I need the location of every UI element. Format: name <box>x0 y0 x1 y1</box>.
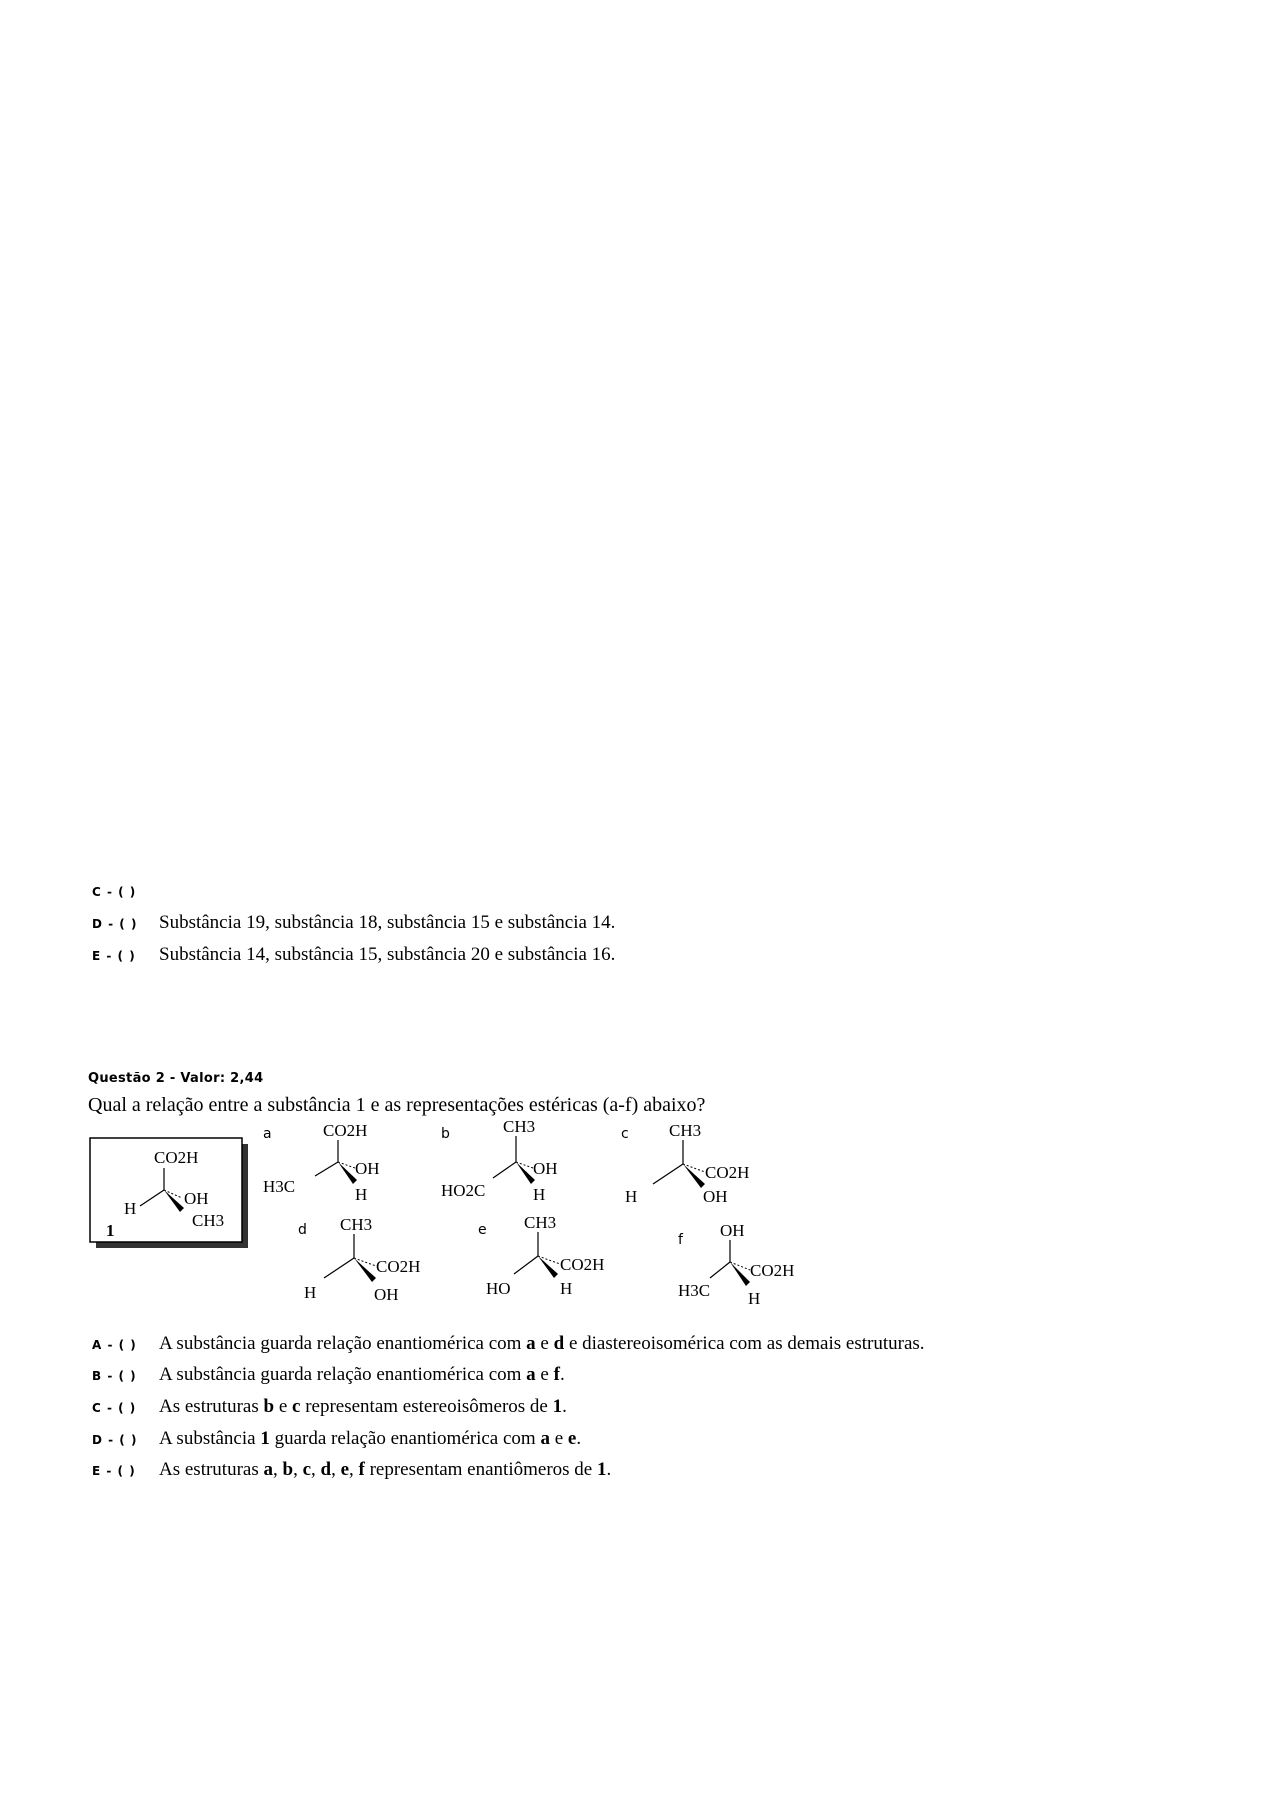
b-dash: H <box>533 1185 546 1204</box>
structure-b-label: b <box>441 1126 450 1142</box>
option-text-segment: a <box>540 1428 550 1449</box>
option-text-segment: A substância guarda relação enantiomérica com <box>159 1333 527 1354</box>
option-text-segment: e <box>274 1396 292 1417</box>
option-text-segment: , <box>293 1459 303 1480</box>
option-text-segment: b <box>282 1459 294 1480</box>
option-text-segment: , <box>311 1459 321 1480</box>
f-wedge: CO2H <box>750 1261 795 1280</box>
f-dash: H <box>748 1289 761 1308</box>
option-text-segment: e <box>567 1428 577 1449</box>
option-text-segment: . <box>559 1364 565 1385</box>
stereo-structures-figure <box>88 1118 848 1323</box>
d-wedge: CO2H <box>376 1257 421 1276</box>
s1-label: 1 <box>106 1221 115 1240</box>
f-top: OH <box>720 1221 745 1240</box>
a-dash: H <box>355 1185 368 1204</box>
option-text-segment: f <box>358 1459 365 1480</box>
option-text-segment: 1 <box>552 1396 563 1417</box>
e-top: CH3 <box>524 1213 557 1232</box>
prev-option-d-label[interactable]: D - ( ) <box>92 917 138 931</box>
structure-d <box>298 1215 420 1304</box>
a-wedge: OH <box>355 1159 380 1178</box>
f-left: H3C <box>678 1281 711 1300</box>
q2-option-e-text <box>159 1459 611 1481</box>
q2-option-a-label[interactable]: A - ( ) <box>92 1338 137 1352</box>
option-text-segment: a <box>263 1459 273 1480</box>
a-top: CO2H <box>323 1121 368 1140</box>
option-text-segment: guarda relação enantiomérica com <box>269 1428 541 1449</box>
d-dash: OH <box>374 1285 399 1304</box>
option-text-segment: , <box>331 1459 341 1480</box>
option-text-segment: , <box>272 1459 283 1480</box>
s1-left: H <box>124 1199 137 1218</box>
option-text-segment: representam enantiômeros de <box>364 1459 597 1480</box>
option-text-segment: b <box>263 1396 275 1417</box>
option-text-segment: e <box>535 1333 554 1354</box>
option-text-segment: d <box>553 1333 565 1354</box>
structure-f <box>678 1221 794 1308</box>
c-left: H <box>625 1187 638 1206</box>
option-text-segment: As estruturas <box>159 1459 264 1480</box>
option-text-segment: e <box>535 1364 554 1385</box>
a-left: H3C <box>263 1177 296 1196</box>
s1-right: OH <box>184 1189 209 1208</box>
structure-f-label: f <box>678 1232 683 1248</box>
b-top: CH3 <box>503 1118 536 1136</box>
e-wedge: CO2H <box>560 1255 605 1274</box>
c-wedge: CO2H <box>705 1163 750 1182</box>
option-text-segment: a <box>526 1364 536 1385</box>
q2-option-a-text <box>159 1333 925 1355</box>
q2-option-d-text <box>159 1428 581 1450</box>
q2-option-d-label[interactable]: D - ( ) <box>92 1433 138 1447</box>
e-dash: H <box>560 1279 573 1298</box>
s1-bottom: CH3 <box>192 1211 225 1230</box>
option-text-segment: a <box>526 1333 536 1354</box>
structure-c <box>621 1121 749 1206</box>
option-text-segment: f <box>553 1364 560 1385</box>
option-text-segment: representam estereoisômeros de <box>300 1396 553 1417</box>
q2-option-c-text <box>159 1396 567 1418</box>
option-text-segment: . <box>606 1459 612 1480</box>
option-text-segment: . <box>562 1396 567 1417</box>
question-prompt: Qual a relação entre a substância 1 e as representações estéricas (a-f) abaixo? <box>88 1094 706 1116</box>
structure-e <box>478 1213 604 1298</box>
b-wedge: OH <box>533 1159 558 1178</box>
prev-option-c-label[interactable]: C - ( ) <box>92 885 137 899</box>
e-left: HO <box>486 1279 511 1298</box>
option-text-segment: A substância <box>159 1428 261 1449</box>
structure-d-label: d <box>298 1222 307 1238</box>
s1-top: CO2H <box>154 1148 199 1167</box>
c-top: CH3 <box>669 1121 702 1140</box>
option-text-segment: e diastereoisomérica com as demais estruturas. <box>564 1333 925 1354</box>
d-left: H <box>304 1283 317 1302</box>
option-text-segment: c <box>302 1459 311 1480</box>
question-title: Questão 2 - Valor: 2,44 <box>88 1071 264 1086</box>
option-text-segment: . <box>576 1428 582 1449</box>
q2-option-e-label[interactable]: E - ( ) <box>92 1464 136 1478</box>
prev-option-d-text: Substância 19, substância 18, substância 15 e substância 14. <box>159 912 616 933</box>
option-text-segment: c <box>292 1396 301 1417</box>
option-text-segment: 1 <box>596 1459 607 1480</box>
option-text-segment: d <box>320 1459 332 1480</box>
q2-option-b-label[interactable]: B - ( ) <box>92 1369 137 1383</box>
structure-a <box>263 1121 380 1204</box>
structure-e-label: e <box>478 1222 487 1238</box>
c-dash: OH <box>703 1187 728 1206</box>
structure-a-label: a <box>263 1126 272 1142</box>
structure-1 <box>90 1138 248 1248</box>
prev-option-e-text: Substância 14, substância 15, substância 20 e substância 16. <box>159 944 616 965</box>
q2-option-c-label[interactable]: C - ( ) <box>92 1401 137 1415</box>
option-text-segment: e <box>340 1459 350 1480</box>
structure-c-label: c <box>621 1126 629 1142</box>
option-text-segment: , <box>349 1459 359 1480</box>
option-text-segment: 1 <box>260 1428 270 1449</box>
b-left: HO2C <box>441 1181 486 1200</box>
d-top: CH3 <box>340 1215 373 1234</box>
structure-b <box>441 1118 558 1204</box>
q2-option-b-text <box>159 1364 565 1386</box>
option-text-segment: e <box>549 1428 568 1449</box>
prev-option-e-label[interactable]: E - ( ) <box>92 949 136 963</box>
option-text-segment: A substância guarda relação enantiomérica com <box>159 1364 527 1385</box>
option-text-segment: As estruturas <box>159 1396 264 1417</box>
